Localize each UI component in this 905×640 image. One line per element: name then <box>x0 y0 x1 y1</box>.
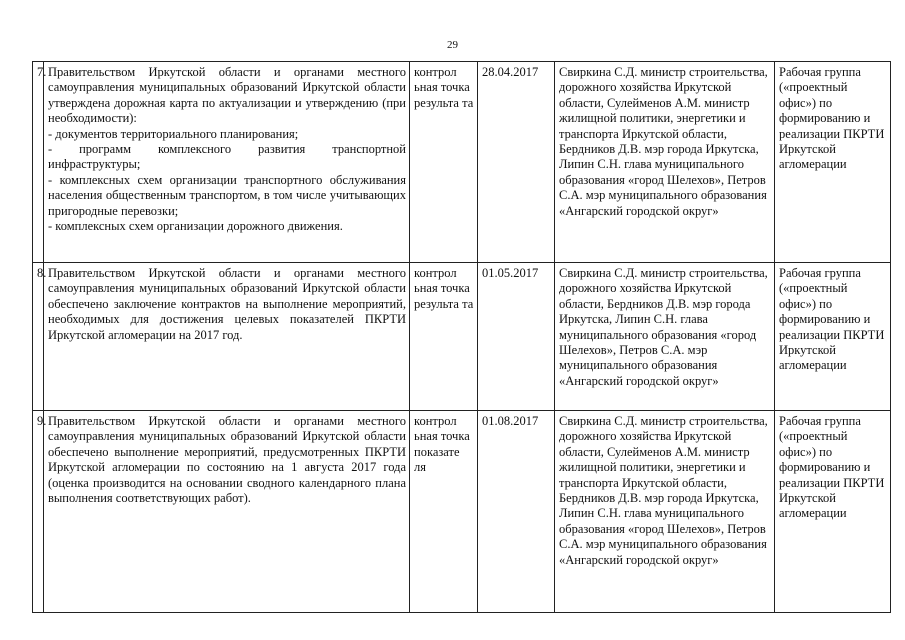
table-row <box>33 411 891 613</box>
table-row <box>33 62 891 263</box>
working-group: Рабочая группа («проектный офис») по формированию и реализации ПКРТИ Иркутской агломерации <box>775 411 891 613</box>
event-text: Правительством Иркутской области и органами местного самоуправления муниципальных образований Иркутской области утверждена дорожная карта по актуализации и утверждению (при необходимости): - документов территориального планирования; - программ комплексного развития транспортной инфраструктуры; - комплексных схем организации транспортного обслуживания населения общественным транспортом, в том числе учитывающих пригородные перевозки; - комплексных схем организации дорожного движения. <box>48 65 406 234</box>
row-number: 8. <box>33 263 44 411</box>
event-text: Правительством Иркутской области и органами местного самоуправления муниципальных образований Иркутской области обеспечено выполнение мероприятий, предусмотренных ПКРТИ Иркутской агломерации по состоянию на 1 августа 2017 года (оценка производится на основании сводного календарного плана выполнения соответствующих работ). <box>48 414 406 506</box>
page-number: 29 <box>447 39 458 51</box>
responsible-persons: Свиркина С.Д. министр строительства, дорожного хозяйства Иркутской области, Сулейменов А.М. министр жилищной политики, энергетики и транспорта Иркутской области, Бердников Д.В. мэр города Иркутска, Липин С.Н. глава муниципального образования «город Шелехов», Петров С.А. мэр муниципального образования «Ангарский городской округ» <box>555 62 775 263</box>
responsible-persons: Свиркина С.Д. министр строительства, дорожного хозяйства Иркутской области, Сулейменов А.М. министр жилищной политики, энергетики и транспорта Иркутской области, Бердников Д.В. мэр города Иркутска, Липин С.Н. глава муниципального образования «город Шелехов», Петров С.А. мэр муниципального образования «Ангарский городской округ» <box>555 411 775 613</box>
plan-table <box>32 61 891 613</box>
event-date: 28.04.2017 <box>478 62 555 263</box>
row-number: 7. <box>33 62 44 263</box>
table-row <box>33 263 891 411</box>
responsible-persons: Свиркина С.Д. министр строительства, дорожного хозяйства Иркутской области, Бердников Д.В. мэр города Иркутска, Липин С.Н. глава муниципального образования «город Шелехов», Петров С.А. мэр муниципального образования «Ангарский городской округ» <box>555 263 775 411</box>
event-type: контрол ьная точка результа та <box>410 263 478 411</box>
working-group: Рабочая группа («проектный офис») по формированию и реализации ПКРТИ Иркутской агломерации <box>775 62 891 263</box>
event-description <box>44 411 410 613</box>
event-date: 01.08.2017 <box>478 411 555 613</box>
working-group: Рабочая группа («проектный офис») по формированию и реализации ПКРТИ Иркутской агломерации <box>775 263 891 411</box>
event-date: 01.05.2017 <box>478 263 555 411</box>
event-text: Правительством Иркутской области и органами местного самоуправления муниципальных образований Иркутской области обеспечено заключение контрактов на выполнение мероприятий, необходимых для достижения целевых показателей ПКРТИ Иркутской агломерации на 2017 год. <box>48 266 406 342</box>
row-number: 9. <box>33 411 44 613</box>
event-description <box>44 263 410 411</box>
event-description <box>44 62 410 263</box>
event-type: контрол ьная точка результа та <box>410 62 478 263</box>
event-type: контрол ьная точка показате ля <box>410 411 478 613</box>
